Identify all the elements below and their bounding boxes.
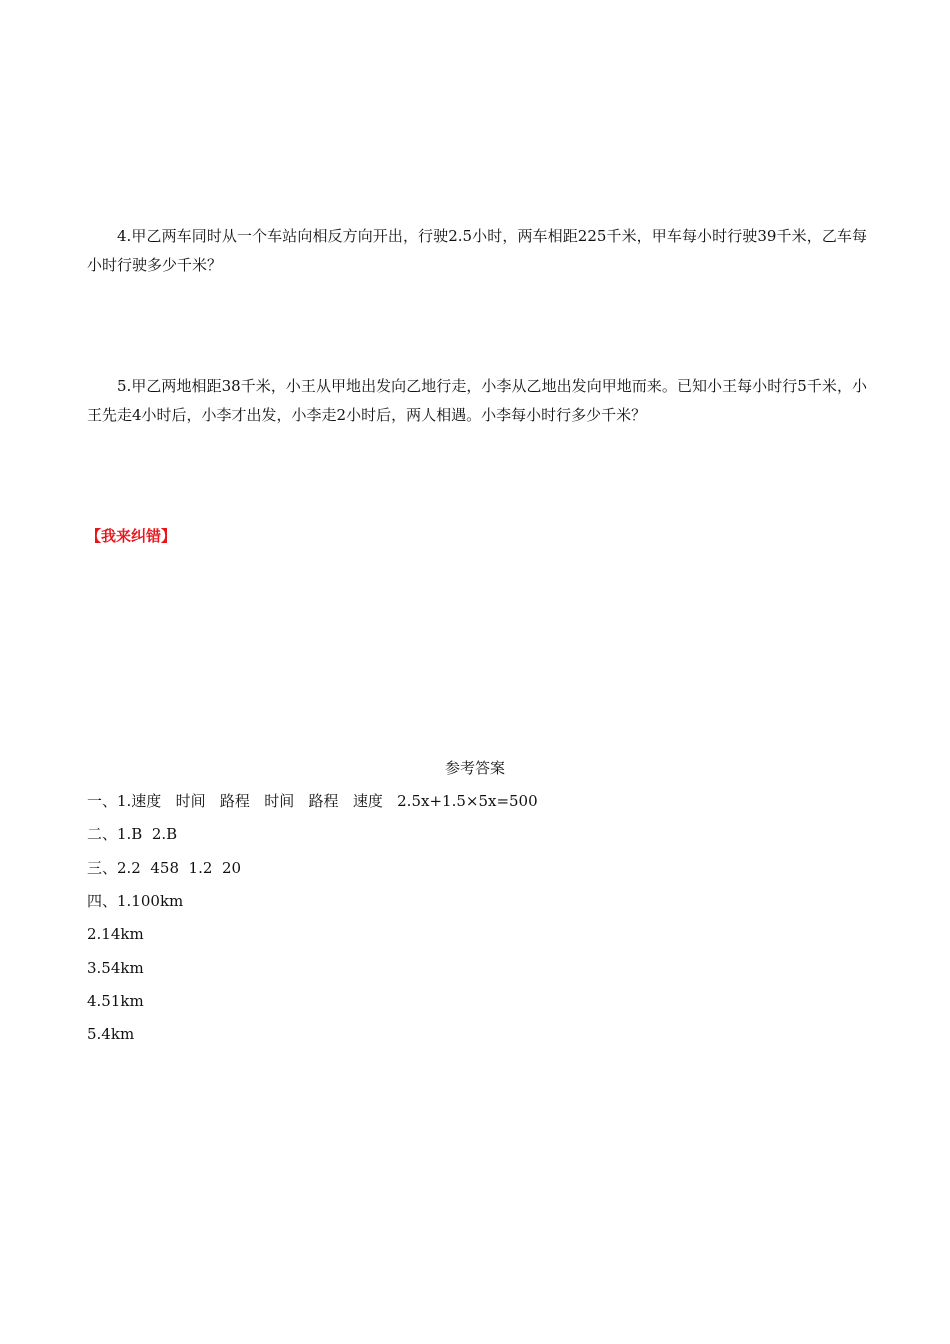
question-5: 5.甲乙两地相距38千米，小王从甲地出发向乙地行走，小李从乙地出发向甲地而来。已知小王每小时行5千米，小王先走4小时后，小李才出发，小李走2小时后，两人相遇。小李每小时行多少千米？ — [87, 377, 867, 424]
answer-line-section-2: 二、1.B 2.B — [87, 825, 178, 843]
answer-line-section-4-item-1: 四、1.100km — [87, 892, 184, 910]
answer-line-section-4-item-2: 2.14km — [87, 925, 144, 943]
correction-heading: 【我来纠错】 — [86, 527, 177, 545]
answer-line-section-1: 一、1.速度 时间 路程 时间 路程 速度 2.5x+1.5×5x=500 — [87, 792, 538, 810]
answer-key-title: 参考答案 — [444, 759, 505, 777]
answer-line-section-4-item-5: 5.4km — [87, 1025, 135, 1043]
question-4: 4.甲乙两车同时从一个车站向相反方向开出，行驶2.5小时，两车相距225千米，甲车每小时行驶39千米，乙车每小时行驶多少千米？ — [87, 227, 867, 274]
answer-line-section-4-item-4: 4.51km — [87, 992, 144, 1010]
answer-line-section-3: 三、2.2 458 1.2 20 — [87, 859, 242, 877]
answer-line-section-4-item-3: 3.54km — [87, 959, 144, 977]
